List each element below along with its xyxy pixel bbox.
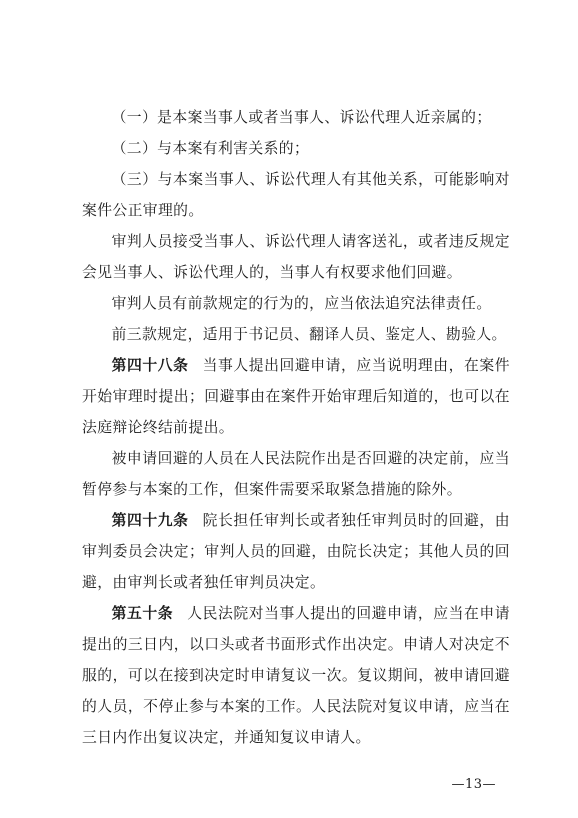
article-number: 第四十九条 [111,512,189,529]
paragraph-5 [82,288,510,319]
paragraph-text: 被申请回避的人员在人民法院作出是否回避的决定前，应当暂停参与本案的工作，但案件需要采取紧急措施的除外。 [82,450,510,498]
paragraph-text: 审判人员接受当事人、诉讼代理人请客送礼，或者违反规定会见当事人、诉讼代理人的，当事人有权要求他们回避。 [82,233,510,281]
document-body [82,102,510,753]
paragraph-text: （一）是本案当事人或者当事人、诉讼代理人近亲属的； [111,109,492,126]
article-48 [82,350,510,443]
article-text: 当事人提出回避申请，应当说明理由，在案件开始审理时提出；回避事由在案件开始审理后知道的，也可以在法庭辩论终结前提出。 [82,357,510,436]
paragraph-3 [82,164,510,226]
article-number: 第四十八条 [111,357,189,374]
article-text: 人民法院对当事人提出的回避申请，应当在申请提出的三日内，以口头或者书面形式作出决定。申请人对决定不服的，可以在接到决定时申请复议一次。复议期间，被申请回避的人员，不停止参与本案的工作。人民法院对复议申请，应当在三日内作出复议决定，并通知复议申请人。 [82,605,510,746]
paragraph-text: 审判人员有前款规定的行为的，应当依法追究法律责任。 [111,295,492,312]
paragraph-text: （二）与本案有利害关系的； [111,140,310,157]
paragraph-1 [82,102,510,133]
paragraph-4 [82,226,510,288]
paragraph-8 [82,443,510,505]
article-text: 院长担任审判长或者独任审判员时的回避，由审判委员会决定；审判人员的回避，由院长决定；其他人员的回避，由审判长或者独任审判员决定。 [82,512,510,591]
paragraph-6 [82,319,510,350]
article-number: 第五十条 [111,605,174,622]
paragraph-text: 前三款规定，适用于书记员、翻译人员、鉴定人、勘验人。 [111,326,507,343]
article-49 [82,505,510,598]
page-number: —13— [451,777,496,792]
paragraph-2 [82,133,510,164]
paragraph-text: （三）与本案当事人、诉讼代理人有其他关系，可能影响对案件公正审理的。 [82,171,510,219]
article-50 [82,598,510,753]
